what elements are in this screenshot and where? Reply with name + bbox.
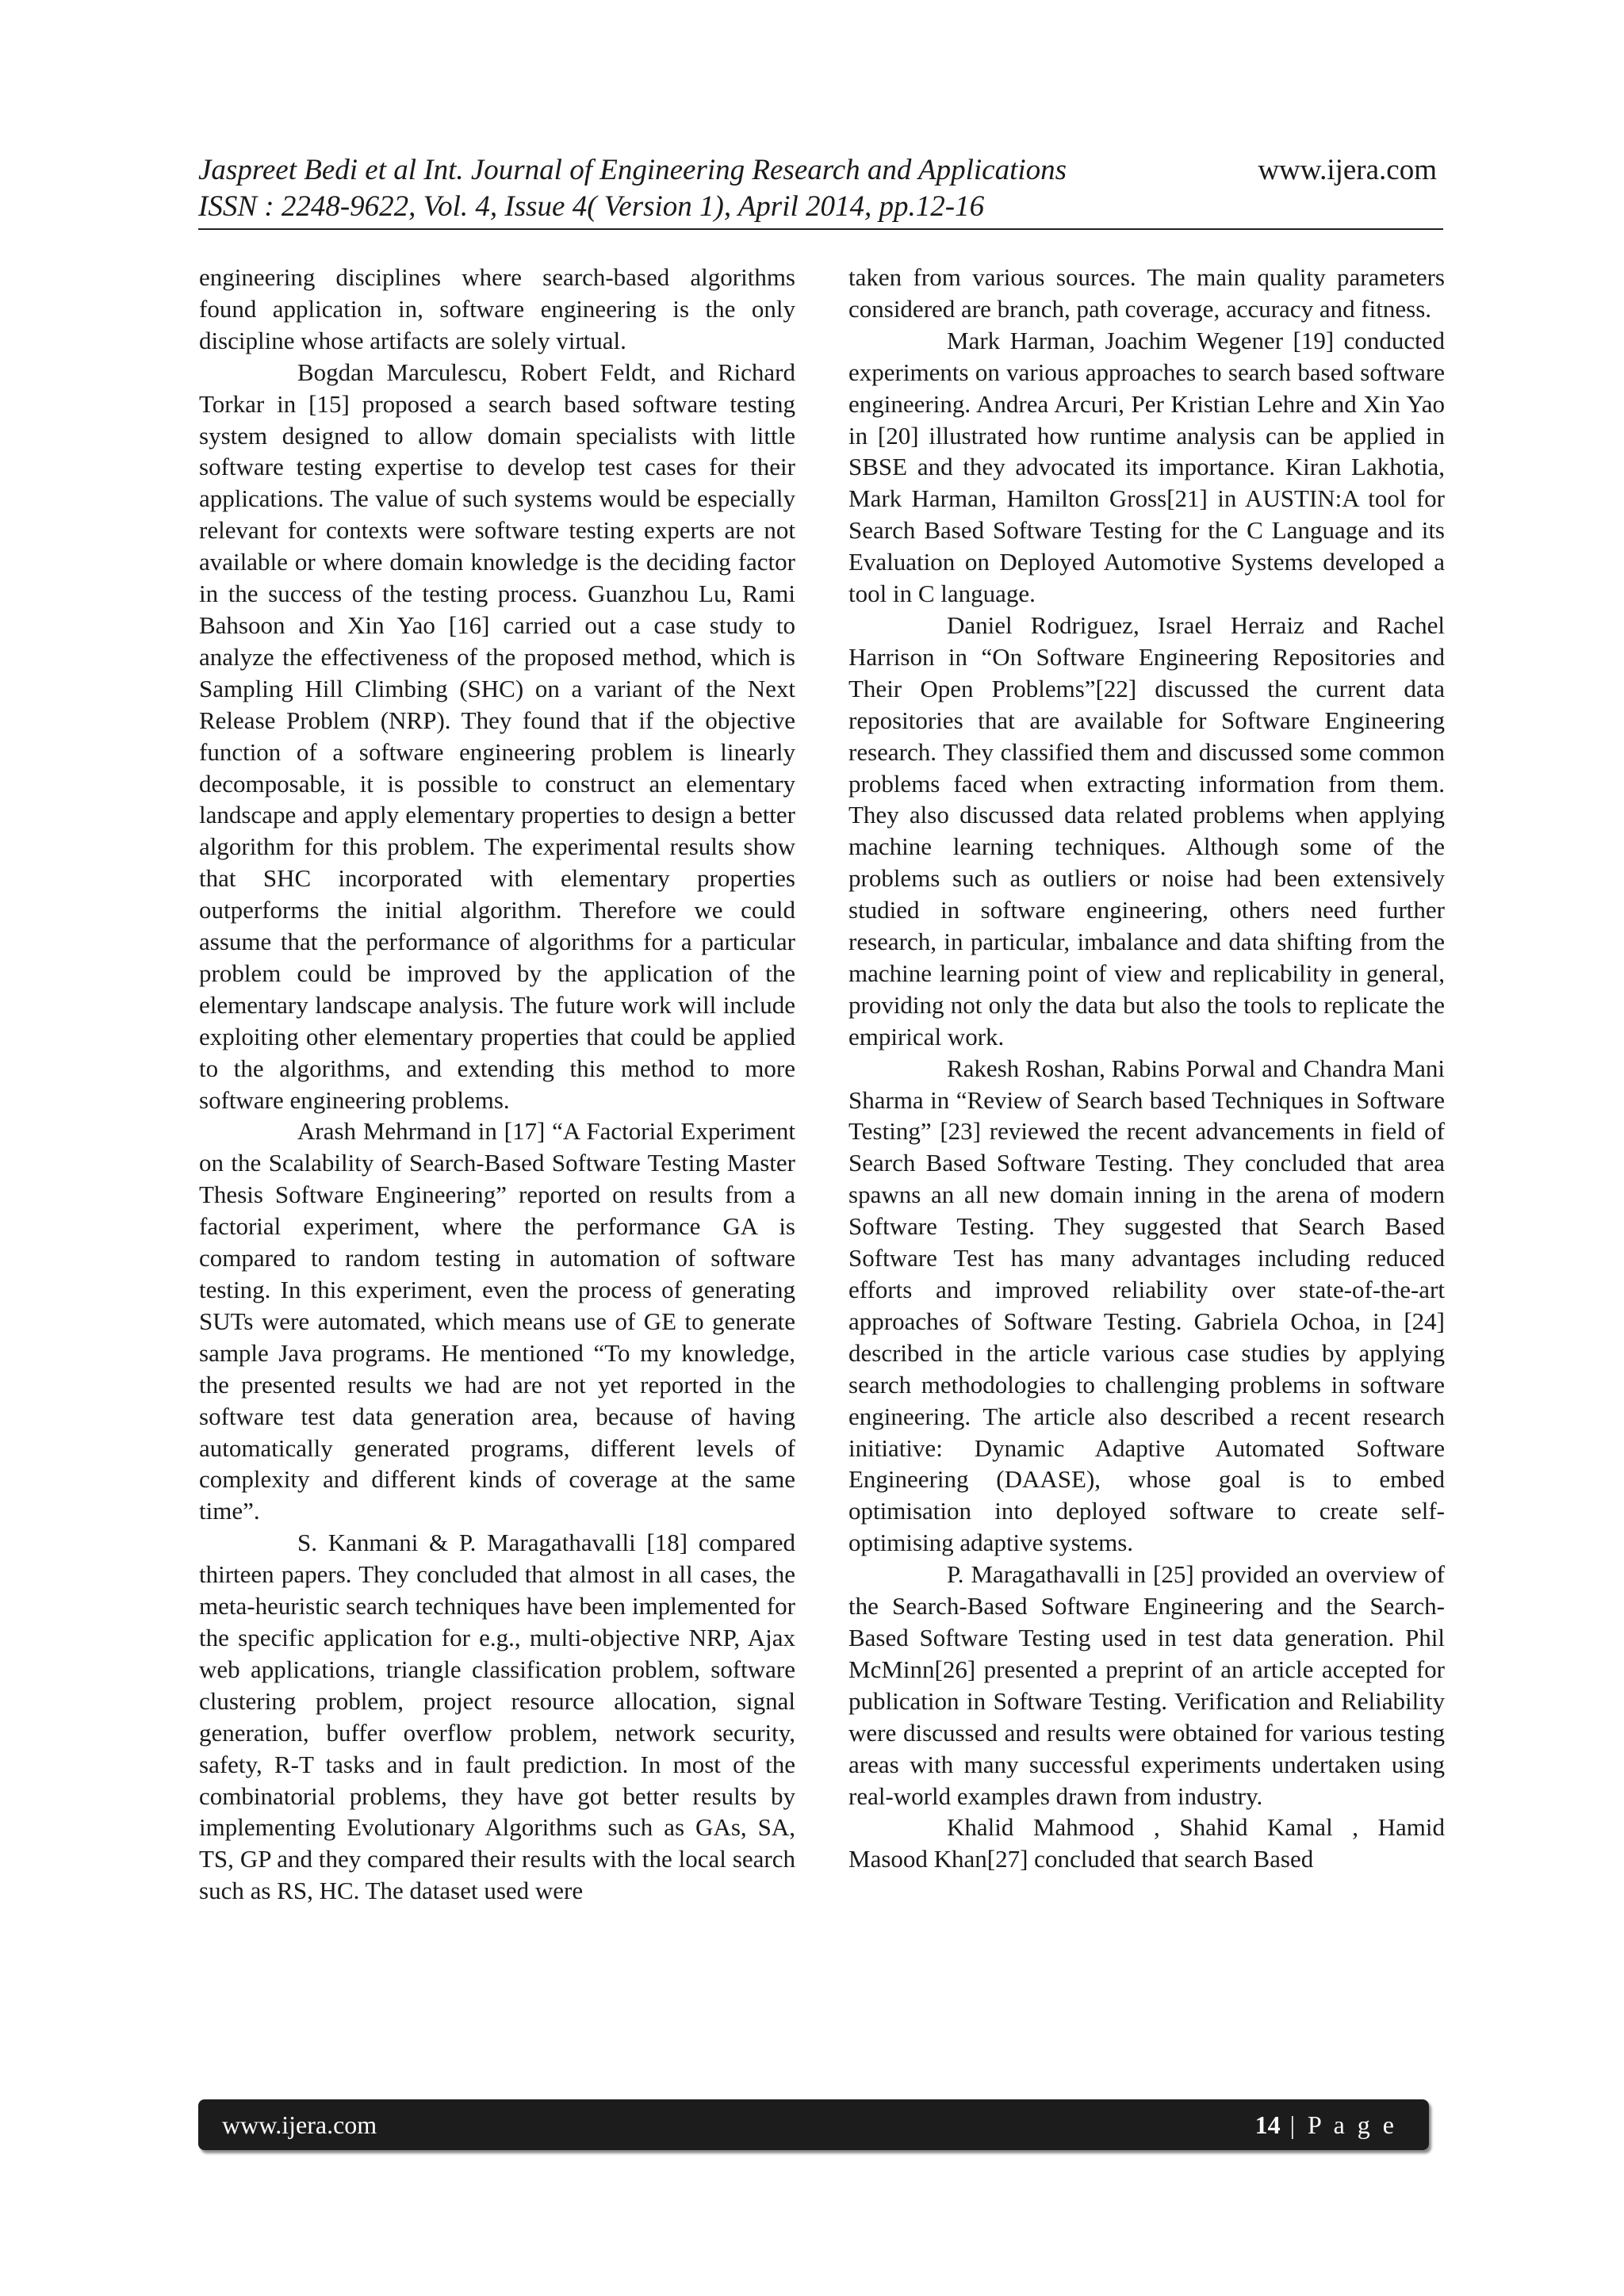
paragraph: Rakesh Roshan, Rabins Porwal and Chandra Mani Sharma in “Review of Search based Techniques in Software Testing” [23] reviewed the recent advancements in field of Search Based Software Testing. They concluded that area spawns an all new domain inning in the arena of modern Software Testing. They suggested that Search Based Software Test has many advantages including reduced efforts and improved reliability over state-of-the-art approaches of Software Testing. Gabriela Ochoa, in [24] described in the article various case studies by applying search methodologies to challenging problems in software engineering. The article also described a recent research initiative: Dynamic Adaptive Automated Software Engineering (DAASE), whose goal is to embed optimisation into deployed software to create self-optimising adaptive systems. xyxy=(848,1054,1445,1557)
paragraph: Mark Harman, Joachim Wegener [19] conducted experiments on various approaches to search based software engineering. Andrea Arcuri, Per Kristian Lehre and Xin Yao in [20] illustrated how runtime analysis can be applied in SBSE and they advocated its importance. Kiran Lakhotia, Mark Harman, Hamilton Gross[21] in AUSTIN:A tool for Search Based Software Testing for the C Language and its Evaluation on Deployed Automotive Systems developed a tool in C language. xyxy=(848,326,1445,608)
paragraph: Bogdan Marculescu, Robert Feldt, and Richard Torkar in [15] proposed a search based software testing system designed to allow domain specialists with little software testing expertise to develop test cases for their applications. The value of such systems would be especially relevant for contexts were software testing experts are not available or where domain knowledge is the deciding factor in the success of the testing process. Guanzhou Lu, Rami Bahsoon and Xin Yao [16] carried out a case study to analyze the effectiveness of the proposed method, which is Sampling Hill Climbing (SHC) on a variant of the Next Release Problem (NRP). They found that if the objective function of a software engineering problem is linearly decomposable, it is possible to construct an elementary landscape and apply elementary properties to design a better algorithm for this problem. The experimental results show that SHC incorporated with elementary properties outperforms the initial algorithm. Therefore we could assume that the performance of algorithms for a particular problem could be improved by the application of the elementary landscape analysis. The future work will include exploiting other elementary properties that could be applied to the algorithms, and extending this method to more software engineering problems. xyxy=(199,358,795,1114)
page-label: | P a g e xyxy=(1280,2110,1397,2139)
footer-website-link[interactable]: www.ijera.com xyxy=(222,2110,377,2139)
paragraph: engineering disciplines where search-based algorithms found application in, software engineering is the only discipline whose artifacts are solely virtual. xyxy=(199,263,795,354)
paragraph: S. Kanmani & P. Maragathavalli [18] compared thirteen papers. They concluded that almost in all cases, the meta-heuristic search techniques have been implemented for the specific application for e.g., multi-objective NRP, Ajax web applications, triangle classification problem, software clustering problem, project resource allocation, signal generation, buffer overflow problem, network security, safety, R-T tasks and in fault prediction. In most of the combinatorial problems, they have got better results by implementing Evolutionary Algorithms such as GAs, SA, TS, GP and they compared their results with the local search such as RS, HC. The dataset used were xyxy=(199,1529,795,1905)
issn-line: ISSN : 2248-9622, Vol. 4, Issue 4( Version 1), April 2014, pp.12-16 xyxy=(198,190,985,223)
page-header xyxy=(198,152,1443,230)
journal-citation-line: Jaspreet Bedi et al Int. Journal of Engineering Research and Applications xyxy=(198,154,1067,186)
page-footer xyxy=(198,2099,1429,2150)
page-number-value: 14 xyxy=(1254,2110,1281,2139)
paragraph: P. Maragathavalli in [25] provided an overview of the Search-Based Software Engineering and the Search-Based Software Testing used in test data generation. Phil McMinn[26] presented a preprint of an article accepted for publication in Software Testing. Verification and Reliability were discussed and results were obtained for various testing areas with many successful experiments undertaken using real-world examples drawn from industry. xyxy=(848,1560,1445,1810)
paragraph: Khalid Mahmood , Shahid Kamal , Hamid Masood Khan[27] concluded that search Based xyxy=(848,1813,1445,1873)
paragraph: taken from various sources. The main quality parameters considered are branch, path coverage, accuracy and fitness. xyxy=(848,263,1445,323)
header-website-link[interactable]: www.ijera.com xyxy=(1258,154,1437,186)
paragraph: Arash Mehrmand in [17] “A Factorial Experiment on the Scalability of Search-Based Software Testing Master Thesis Software Engineering” reported on results from a factorial experiment, where the performance GA is compared to random testing in automation of software testing. In this experiment, even the process of generating SUTs were automated, which means use of GE to generate sample Java programs. He mentioned “To my knowledge, the presented results we had are not yet reported in the software test data generation area, because of having automatically generated programs, different levels of complexity and different kinds of coverage at the same time”. xyxy=(199,1117,795,1525)
paragraph: Daniel Rodriguez, Israel Herraiz and Rachel Harrison in “On Software Engineering Repositories and Their Open Problems”[22] discussed the current data repositories that are available for Software Engineering research. They classified them and discussed some common problems faced when extracting information from them. They also discussed data related problems when applying machine learning techniques. Although some of the problems such as outliers or noise had been extensively studied in software engineering, others need further research, in particular, imbalance and data shifting from the machine learning point of view and replicability in general, providing not only the data but also the tools to replicate the empirical work. xyxy=(848,610,1445,1050)
left-column xyxy=(199,262,795,1907)
page-number xyxy=(1255,2099,1397,2150)
right-column xyxy=(848,262,1445,1875)
